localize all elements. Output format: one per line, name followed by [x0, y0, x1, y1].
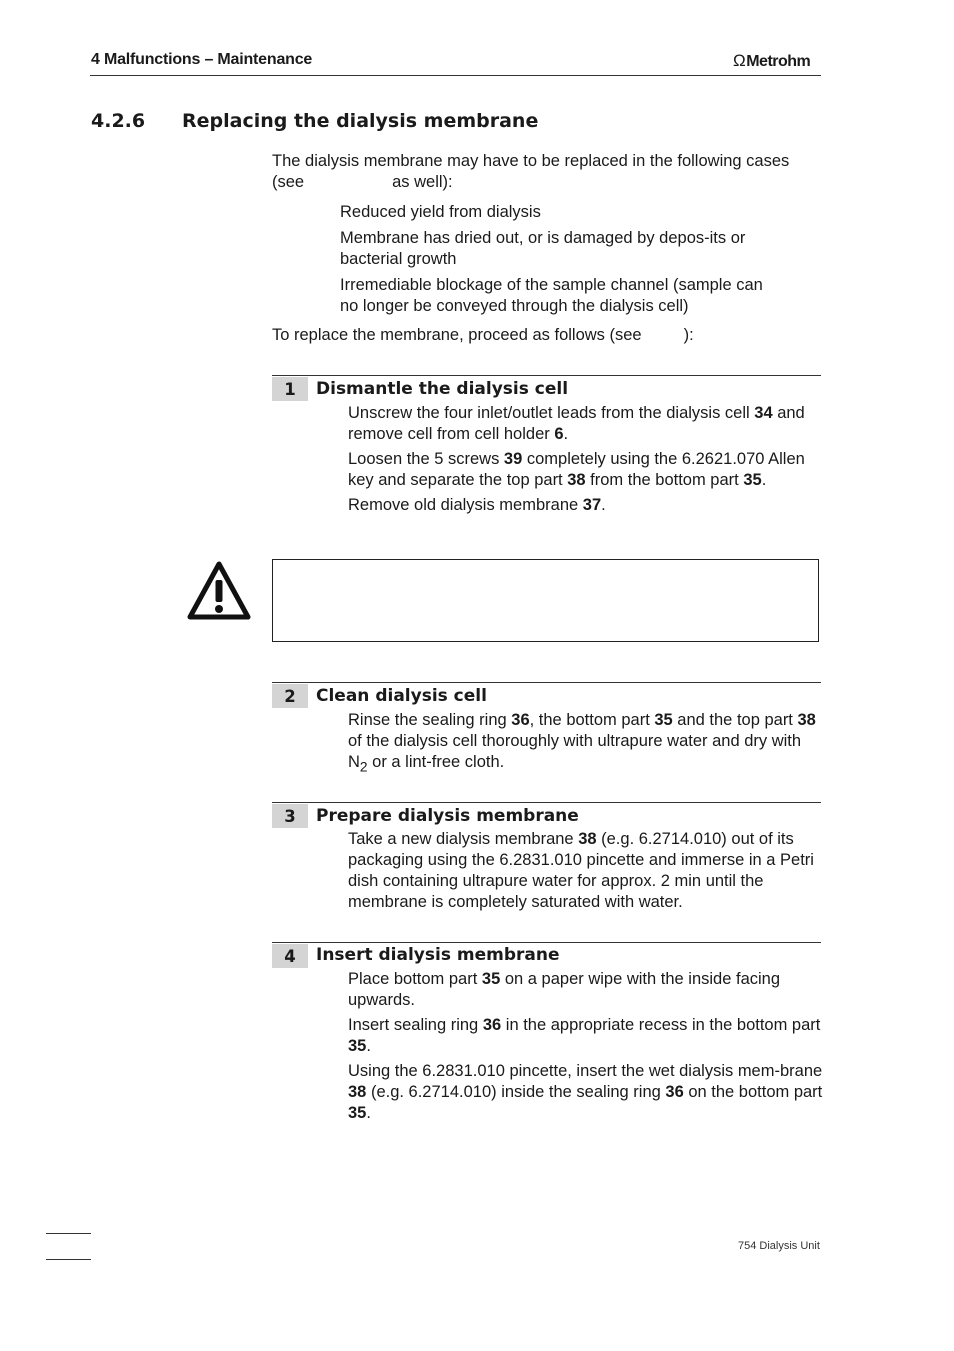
- step-text: .: [366, 1104, 371, 1122]
- step-text: Using the 6.2831.010 pincette, insert the wet dialysis mem-brane: [348, 1062, 823, 1080]
- proceed-text-before: To replace the membrane, proceed as follows (see: [272, 326, 642, 344]
- list-item: Membrane has dried out, or is damaged by depos-its or bacterial growth: [340, 229, 746, 268]
- step-paragraph: [348, 829, 824, 913]
- step-title: Clean dialysis cell: [316, 686, 487, 706]
- step-text: or a lint-free cloth.: [367, 753, 505, 771]
- omega-icon: Ω: [733, 51, 746, 70]
- step-paragraph: [348, 1015, 824, 1057]
- step-body: [348, 710, 824, 781]
- part-number: 38: [567, 471, 586, 489]
- cases-list: [340, 202, 780, 322]
- chapter-title: 4 Malfunctions – Maintenance: [91, 51, 313, 68]
- step-paragraph: [348, 1061, 824, 1124]
- part-number: 36: [665, 1083, 684, 1101]
- step-text: .: [761, 471, 767, 489]
- intro-line-2b: as well):: [392, 173, 453, 191]
- step-text: , the bottom part: [529, 711, 655, 729]
- step-text: completely using the 6.2621.070 Allen key and separate the top part: [348, 450, 805, 489]
- part-number: 6: [554, 425, 564, 443]
- part-number: 35: [348, 1104, 367, 1122]
- section-title: Replacing the dialysis membrane: [182, 110, 539, 132]
- part-number: 35: [654, 711, 673, 729]
- step-text: on the bottom part: [683, 1083, 823, 1101]
- warning-icon: [187, 560, 251, 620]
- intro-line-1: The dialysis membrane may have to be replaced in the following cases: [272, 152, 790, 170]
- step-text: .: [563, 425, 569, 443]
- step-text: Loosen the 5 screws: [348, 450, 504, 468]
- step-divider: [272, 802, 821, 803]
- footer-rule: [46, 1259, 91, 1260]
- part-number: 36: [511, 711, 530, 729]
- part-number: 35: [743, 471, 762, 489]
- footer-product: 754 Dialysis Unit: [738, 1240, 820, 1252]
- step-text: .: [366, 1037, 371, 1055]
- step-title: Insert dialysis membrane: [316, 945, 560, 965]
- step-paragraph: [348, 403, 824, 445]
- step-number-badge: 2: [272, 684, 308, 708]
- step-text: and remove cell from cell holder: [348, 404, 805, 443]
- part-number: 37: [582, 496, 602, 514]
- intro-line-2a: (see: [272, 173, 305, 191]
- section-number: 4.2.6: [91, 110, 146, 132]
- step-divider: [272, 375, 821, 376]
- step-number-badge: 3: [272, 804, 308, 828]
- step-body: [348, 829, 824, 917]
- step-number-badge: 4: [272, 944, 308, 968]
- proceed-text-after: ):: [683, 326, 694, 344]
- step-text: Place bottom part: [348, 970, 482, 988]
- step-text: from the bottom part: [585, 471, 744, 489]
- logo-text: Metrohm: [746, 53, 811, 70]
- footer-rule: [46, 1233, 91, 1234]
- step-text: Insert sealing ring: [348, 1016, 483, 1034]
- intro-paragraph: [272, 151, 832, 193]
- step-divider: [272, 682, 821, 683]
- step-text: .: [601, 496, 606, 514]
- step-text: of the dialysis cell thoroughly with ultrapure water and dry with N: [348, 732, 802, 771]
- part-number: 35: [348, 1037, 367, 1055]
- header-divider: [90, 75, 821, 76]
- step-body: [348, 969, 824, 1128]
- step-text: Remove old dialysis membrane: [348, 496, 583, 514]
- list-item: Irremediable blockage of the sample channel (sample can no longer be conveyed through the dialysis cell): [340, 276, 763, 315]
- metrohm-logo: [733, 51, 810, 71]
- part-number: 34: [754, 404, 773, 422]
- step-text: Take a new dialysis membrane: [348, 830, 579, 848]
- step-number-badge: 1: [272, 377, 308, 401]
- step-paragraph: [348, 710, 824, 777]
- list-item: Reduced yield from dialysis: [340, 203, 541, 221]
- part-number: 36: [482, 1016, 502, 1034]
- part-number: 38: [797, 711, 816, 729]
- part-number: 35: [481, 970, 501, 988]
- warning-box: [272, 559, 819, 642]
- step-body: [348, 403, 824, 520]
- step-paragraph: [348, 449, 824, 491]
- part-number: 39: [503, 450, 523, 468]
- step-text: in the appropriate recess in the bottom part: [501, 1016, 821, 1034]
- step-text: Unscrew the four inlet/outlet leads from the dialysis cell: [348, 404, 755, 422]
- step-paragraph: [348, 969, 824, 1011]
- part-number: 38: [578, 830, 597, 848]
- step-text: and the top part: [672, 711, 798, 729]
- step-text: (e.g. 6.2714.010) out of its packaging using the 6.2831.010 pincette and immerse in a Petri dish containing ultrapure water for approx. 2 min until the membrane is completely saturated with water.: [348, 830, 814, 911]
- proceed-paragraph: [272, 325, 832, 346]
- step-text: (e.g. 6.2714.010) inside the sealing ring: [366, 1083, 666, 1101]
- step-title: Dismantle the dialysis cell: [316, 379, 569, 399]
- part-number: 38: [348, 1083, 367, 1101]
- subscript: 2: [359, 759, 368, 775]
- step-text: on a paper wipe with the inside facing upwards.: [348, 970, 781, 1009]
- step-title: Prepare dialysis membrane: [316, 806, 579, 826]
- step-paragraph: [348, 495, 824, 516]
- step-text: Rinse the sealing ring: [348, 711, 512, 729]
